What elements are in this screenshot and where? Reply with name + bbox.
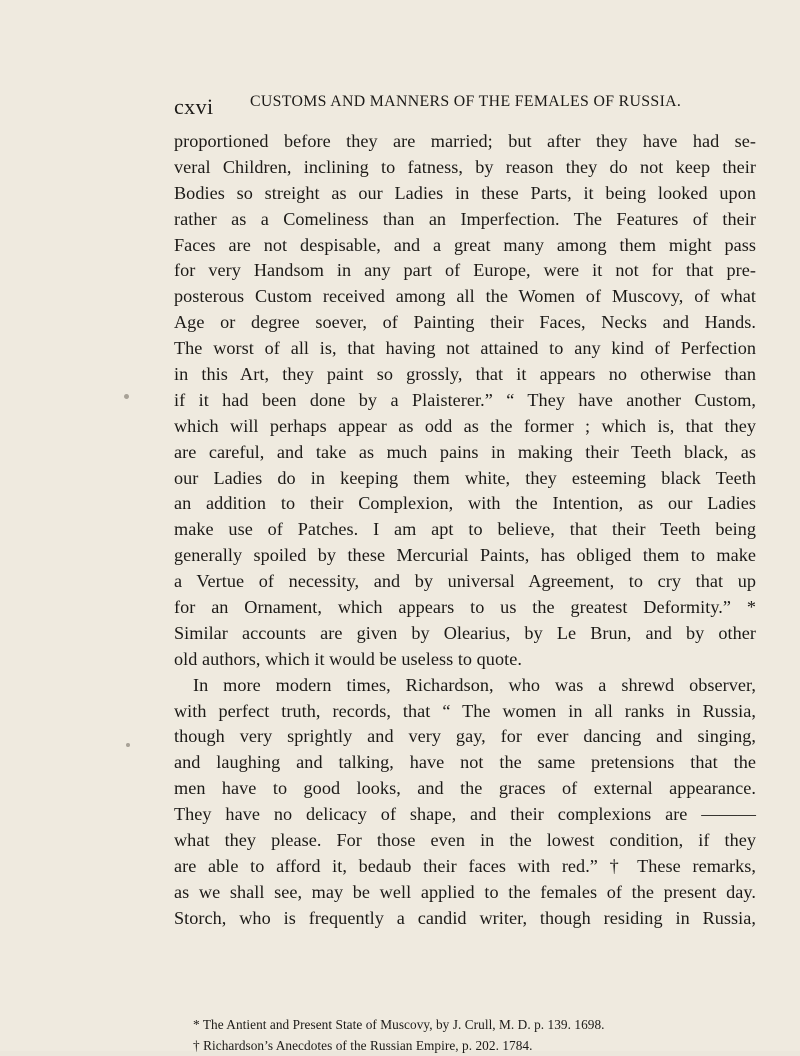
body-line: if it had been done by a Plaisterer.” “ They have another Custom,: [174, 389, 756, 410]
body-line: an addition to their Complexion, with the Intention, as our Ladies: [174, 493, 756, 514]
body-line: as we shall see, may be well applied to the females of the present day.: [174, 881, 756, 902]
body-line: are careful, and take as much pains in making their Teeth black, as: [174, 441, 756, 462]
body-line: Storch, who is frequently a candid writer, though residing in Russia,: [174, 907, 756, 928]
body-line: for very Handsom in any part of Europe, were it not for that pre-: [174, 260, 756, 281]
body-line: rather as a Comeliness than an Imperfection. The Features of their: [174, 208, 756, 229]
body-line: men have to good looks, and the graces of external appearance.: [174, 778, 756, 799]
body-line: They have no delicacy of shape, and their complexions are ———: [174, 804, 756, 825]
body-line: make use of Patches. I am apt to believe, that their Teeth being: [174, 519, 756, 540]
paper-speck: [126, 743, 130, 747]
body-line: old authors, which it would be useless to quote.: [174, 648, 522, 669]
running-head: [174, 92, 754, 120]
body-line: veral Children, inclining to fatness, by reason they do not keep their: [174, 156, 756, 177]
body-line: though very sprightly and very gay, for ever dancing and singing,: [174, 726, 756, 747]
body-line: which will perhaps appear as odd as the former ; which is, that they: [174, 415, 756, 436]
chapter-title: CUSTOMS AND MANNERS OF THE FEMALES OF RUSSIA.: [250, 93, 682, 110]
page-number: cxvi: [174, 94, 214, 119]
footnotes: [193, 1014, 753, 1056]
body-line: In more modern times, Richardson, who was a shrewd observer,: [193, 674, 756, 695]
body-line: The worst of all is, that having not attained to any kind of Perfection: [174, 338, 756, 359]
body-line: our Ladies do in keeping them white, they esteeming black Teeth: [174, 467, 756, 488]
paper-speck: [644, 136, 647, 139]
body-line: Age or degree soever, of Painting their Faces, Necks and Hands.: [174, 312, 756, 333]
body-line: are able to afford it, bedaub their faces with red.” † These remarks,: [174, 855, 756, 876]
body-line: generally spoiled by these Mercurial Paints, has obliged them to make: [174, 545, 756, 566]
body-line: proportioned before they are married; but after they have had se-: [174, 131, 756, 151]
body-line: posterous Custom received among all the Women of Muscovy, of what: [174, 286, 756, 307]
body-line: for an Ornament, which appears to us the greatest Deformity.” *: [174, 597, 756, 618]
body-line: and laughing and talking, have not the same pretensions that the: [174, 752, 756, 773]
body-line: a Vertue of necessity, and by universal Agreement, to cry that up: [174, 571, 756, 592]
body-line: Faces are not despisable, and a great many among them might pass: [174, 234, 756, 255]
body-text: [174, 129, 756, 932]
paper-speck: [124, 394, 129, 399]
body-line: with perfect truth, records, that “ The women in all ranks in Russia,: [174, 700, 756, 721]
body-line: in this Art, they paint so grossly, that it appears no otherwise than: [174, 364, 756, 385]
body-line: what they please. For those even in the lowest condition, if they: [174, 830, 756, 851]
footnote: * The Antient and Present State of Muscovy, by J. Crull, M. D. p. 139. 1698.: [193, 1017, 605, 1032]
footnote: † Richardson’s Anecdotes of the Russian Empire, p. 202. 1784.: [193, 1038, 533, 1053]
body-line: Similar accounts are given by Olearius, by Le Brun, and by other: [174, 622, 756, 643]
body-line: Bodies so streight as our Ladies in these Parts, it being looked upon: [174, 182, 756, 203]
